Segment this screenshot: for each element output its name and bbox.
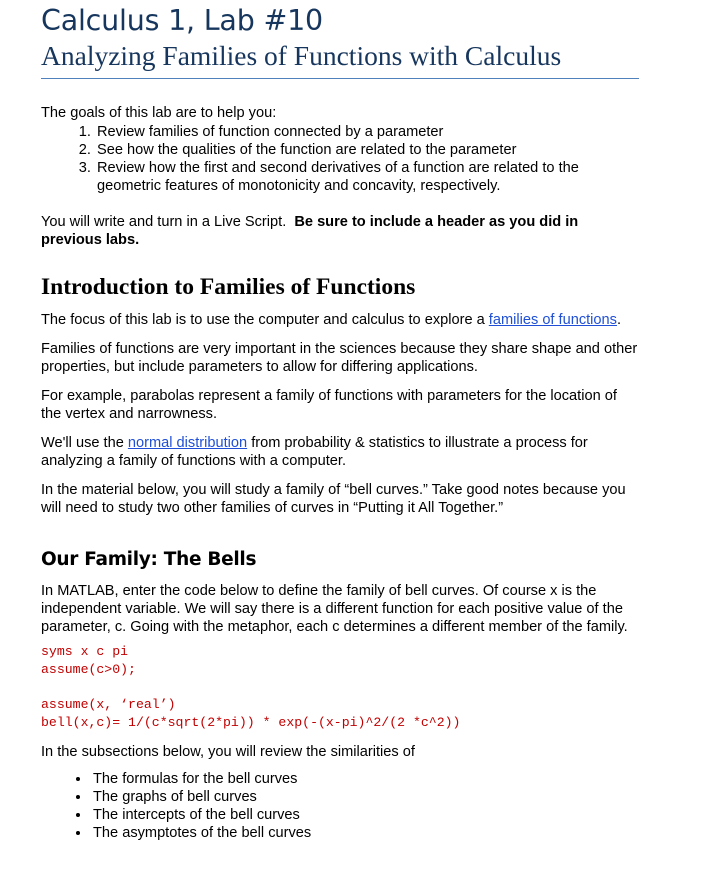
- code-line: syms x c pi: [41, 644, 129, 659]
- list-item: • The intercepts of the bell curves: [91, 806, 641, 824]
- bells-paragraph-1: In MATLAB, enter the code below to define the family of bell curves. Of course x is the independent variable. We will say there is a different function for each positive value of the parameter, c. Going with the metaphor, each c determines a different member of the family.: [41, 583, 628, 635]
- list-item: • The graphs of bell curves: [91, 788, 641, 806]
- code-line: assume(c>0);: [41, 662, 136, 677]
- intro-p1-end: .: [616, 312, 622, 328]
- similarities-list: [41, 770, 641, 842]
- normal-distribution-link[interactable]: normal distribution: [127, 435, 248, 451]
- page-subtitle: Analyzing Families of Functions with Calculus: [41, 40, 639, 79]
- goal-item: 2. See how the qualities of the function are related to the parameter: [95, 141, 641, 159]
- intro-p1-text: The focus of this lab is to use the computer and calculus to explore a: [41, 312, 489, 328]
- families-of-functions-link[interactable]: families of functions: [488, 312, 617, 328]
- intro-p4-end: from probability & statistics to illustrate a process for analyzing a family of functions with a computer.: [41, 435, 588, 469]
- live-script-bold-note: Be sure to include a header as you did in previous labs.: [41, 214, 579, 248]
- goals-intro: The goals of this lab are to help you:: [41, 105, 277, 121]
- intro-paragraph-5: In the material below, you will study a family of “bell curves.” Take good notes because you will need to study two other families of curves in “Putting it All Together.”: [41, 482, 626, 516]
- intro-paragraph-2: Families of functions are very important in the sciences because they share shape and other properties, but include parameters to allow for differing applications.: [41, 341, 638, 375]
- intro-paragraph-4: [41, 434, 641, 470]
- bells-paragraph-2: In the subsections below, you will review the similarities of: [41, 744, 415, 760]
- code-block-syms: [41, 643, 641, 679]
- intro-p4-text: We'll use the: [41, 435, 128, 451]
- intro-heading: Introduction to Families of Functions: [41, 274, 416, 300]
- live-script-instruction: [41, 213, 641, 249]
- intro-paragraph-1: [41, 311, 641, 329]
- goal-item: 3. Review how the first and second derivatives of a function are related to the geometric features of monotonicity and concavity, respectively.: [95, 159, 641, 195]
- document-page: [41, 0, 641, 842]
- bells-heading: Our Family: The Bells: [41, 549, 257, 570]
- code-block-bell: [41, 696, 641, 732]
- goal-item: 1. Review families of function connected by a parameter: [95, 123, 641, 141]
- code-line: assume(x, ‘real’): [41, 697, 176, 712]
- goals-list: [41, 123, 641, 195]
- intro-paragraph-3: For example, parabolas represent a family of functions with parameters for the location of the vertex and narrowness.: [41, 388, 617, 422]
- list-item: • The asymptotes of the bell curves: [91, 824, 641, 842]
- list-item: • The formulas for the bell curves: [91, 770, 641, 788]
- code-line: bell(x,c)= 1/(c*sqrt(2*pi)) * exp(-(x-pi)^2/(2 *c^2)): [41, 715, 461, 730]
- live-script-text: You will write and turn in a Live Script.: [41, 214, 287, 230]
- page-title: Calculus 1, Lab #10: [41, 4, 323, 37]
